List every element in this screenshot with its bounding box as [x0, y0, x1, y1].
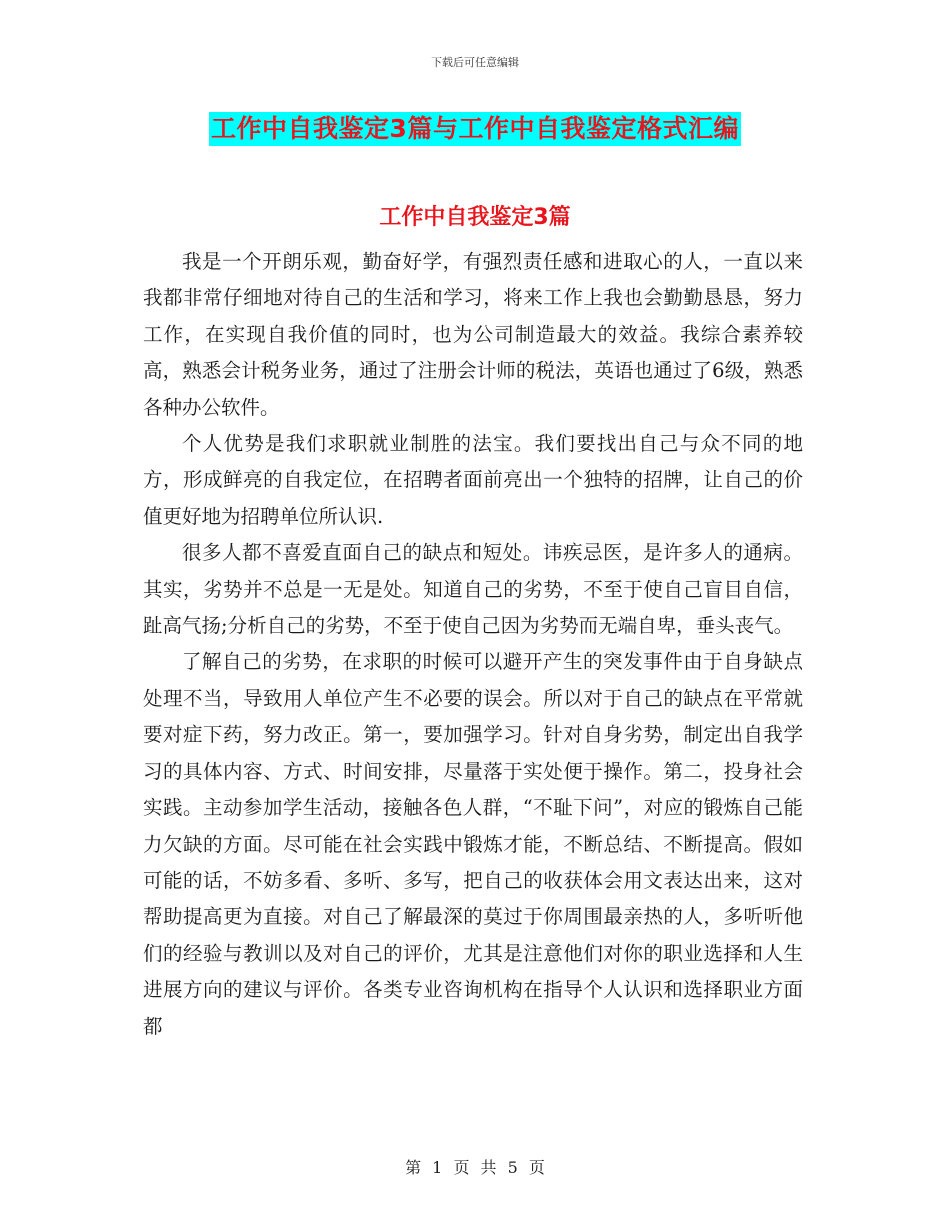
paragraph-2: 个人优势是我们求职就业制胜的法宝。我们要找出自己与众不同的地方，形成鲜亮的自我定位，在招聘者面前亮出一个独特的招牌，让自己的价值更好地为招聘单位所认识.	[143, 432, 803, 528]
paragraph-1: 我是一个开朗乐观，勤奋好学，有强烈责任感和进取心的人，一直以来我都非常仔细地对待自己的生活和学习，将来工作上我也会勤勤恳恳，努力工作，在实现自我价值的同时，也为公司制造最大的效益。我综合素养较高，熟悉会计税务业务，通过了注册会计师的税法，英语也通过了6级，熟悉各种办公软件。	[143, 250, 803, 419]
header-note: 下载后可任意编辑	[431, 56, 519, 69]
paragraph-3: 很多人都不喜爱直面自己的缺点和短处。讳疾忌医，是许多人的通病。其实，劣势并不总是一无是处。知道自己的劣势，不至于使自己盲目自信，趾高气扬;分析自己的劣势，不至于使自己因为劣势而无端自卑，垂头丧气。	[143, 541, 803, 638]
body-text	[143, 244, 803, 1045]
main-title: 工作中自我鉴定3篇与工作中自我鉴定格式汇编	[209, 112, 741, 146]
paragraph-4: 了解自己的劣势，在求职的时候可以避开产生的突发事件由于自身缺点处理不当，导致用人单位产生不必要的误会。所以对于自己的缺点在平常就要对症下药，努力改正。第一，要加强学习。针对自身劣势，制定出自我学习的具体内容、方式、时间安排，尽量落于实处便于操作。第二，投身社会实践。主动参加学生活动，接触各色人群，“不耻下问”，对应的锻炼自己能力欠缺的方面。尽可能在社会实践中锻炼才能，不断总结、不断提高。假如可能的话，不妨多看、多听、多写，把自己的收获体会用文表达出来，这对帮助提高更为直接。对自己了解最深的莫过于你周围最亲热的人，多听听他们的经验与教训以及对自己的评价，尤其是注意他们对你的职业选择和人生进展方向的建议与评价。各类专业咨询机构在指导个人认识和选择职业方面都	[143, 650, 803, 1038]
section-title: 工作中自我鉴定3篇	[379, 205, 571, 230]
page-indicator: 第 1 页 共 5 页	[405, 1158, 545, 1177]
main-title-container	[0, 112, 950, 146]
